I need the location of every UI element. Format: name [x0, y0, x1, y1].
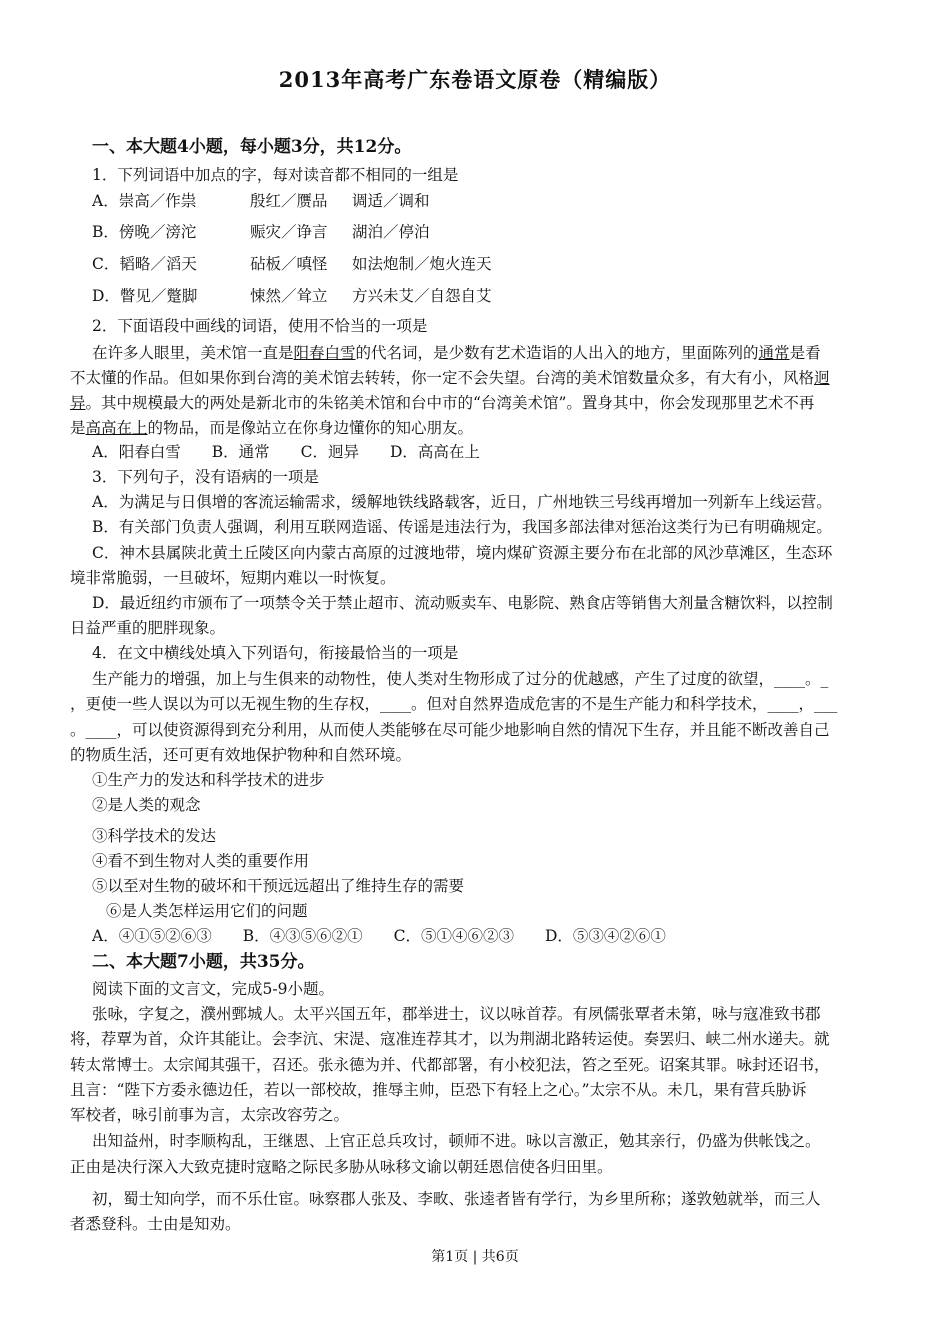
q4-stem: 4．在文中横线处填入下列语句，衔接最恰当的一项是: [92, 644, 459, 662]
q4-passage-line: ，更使一些人误以为可以无视生物的生存权，____。但对自然界造成危害的不是生产能力和科学技术，____，___: [70, 695, 838, 713]
q2-passage-line: 不太懂的作品。但如果你到台湾的美术馆去转转，你一定不会失望。台湾的美术馆数量众多，有大有小，风格迥: [70, 369, 830, 387]
q1-option-a: A．崇高／作祟 殷红／赝品 调适／调和: [92, 192, 430, 210]
passage-line: 初，蜀士知向学，而不乐仕宦。咏察郡人张及、李畋、张逵者皆有学行，为乡里所称；遂敦勉就举，而三人: [92, 1190, 821, 1208]
q4-item: ⑥是人类怎样运用它们的问题: [106, 902, 308, 920]
q4-item: ②是人类的观念: [92, 796, 201, 814]
section2-heading: 二、本大题7小题，共35分。: [92, 952, 315, 972]
passage-line: 军校者，咏引前事为言，太宗改容劳之。: [70, 1106, 350, 1124]
page-title: 2013年高考广东卷语文原卷（精编版）: [278, 67, 672, 92]
q2-passage-line: 是高高在上的物品，而是像站立在你身边懂你的知心朋友。: [70, 419, 474, 437]
q4-passage-line: 的物质生活，还可更有效地保护物种和自然环境。: [70, 746, 412, 764]
section1-heading: 一、本大题4小题，每小题3分，共12分。: [92, 137, 412, 157]
section2-intro: 阅读下面的文言文，完成5-9小题。: [92, 980, 334, 998]
q1-stem: 1．下列词语中加点的字，每对读音都不相同的一组是: [92, 166, 459, 184]
passage-line: 转太常博士。太宗闻其强干，召还。张永德为并、代都部署，有小校犯法，笞之至死。诏案其罪。咏封还诏书，: [70, 1056, 830, 1074]
q2-stem: 2．下面语段中画线的词语，使用不恰当的一项是: [92, 317, 428, 335]
page-footer: 第1页 | 共6页: [431, 1249, 519, 1265]
q4-item: ⑤以至对生物的破坏和干预远远超出了维持生存的需要: [92, 877, 465, 895]
q4-item: ①生产力的发达和科学技术的进步: [92, 771, 325, 789]
q1-option-c: C．韬略／滔天 砧板／嗔怪 如法炮制／炮火连天: [92, 255, 492, 273]
passage-line: 者悉登科。士由是知劝。: [70, 1215, 241, 1233]
passage-line: 正由是决行深入大致克捷时寇略之际民多胁从咏移文谕以朝廷恩信使各归田里。: [70, 1158, 613, 1176]
passage-line: 张咏，字复之，濮州鄄城人。太平兴国五年，郡举进士，议以咏首荐。有夙儒张覃者未第，咏与寇准致书郡: [92, 1005, 821, 1023]
q3-stem: 3．下列句子，没有语病的一项是: [92, 468, 319, 486]
q4-passage-line: 生产能力的增强，加上与生俱来的动物性，使人类对生物形成了过分的优越感，产生了过度的欲望，____。_: [92, 670, 829, 688]
q2-options: A．阳春白雪 B．通常 C．迥异 D．高高在上: [92, 443, 480, 461]
q2-passage-line: 在许多人眼里，美术馆一直是阳春白雪的代名词，是少数有艺术造诣的人出入的地方，里面陈列的通常是看: [92, 344, 821, 362]
q1-option-b: B．傍晚／滂沱 赈灾／诤言 湖泊／停泊: [92, 223, 430, 241]
q4-item: ③科学技术的发达: [92, 827, 217, 845]
q3-option-line: A．为满足与日俱增的客流运输需求，缓解地铁线路载客，近日，广州地铁三号线再增加一列新车上线运营。: [92, 493, 832, 511]
passage-line: 出知益州，时李顺构乱，王继恩、上官正总兵攻讨，顿师不进。咏以言激正，勉其亲行，仍盛为供帐饯之。: [92, 1132, 821, 1150]
q2-passage-line: 异。其中规模最大的两处是新北市的朱铭美术馆和台中市的“台湾美术馆”。置身其中，你会发现那里艺术不再: [70, 394, 815, 412]
q3-option-line: C．神木县属陕北黄土丘陵区向内蒙古高原的过渡地带，境内煤矿资源主要分布在北部的风沙草滩区，生态环: [92, 544, 833, 562]
q3-option-line: B．有关部门负责人强调，利用互联网造谣、传谣是违法行为，我国多部法律对惩治这类行为已有明确规定。: [92, 518, 832, 536]
q3-option-line: 日益严重的肥胖现象。: [70, 619, 226, 637]
q4-passage-line: 。____，可以使资源得到充分利用，从而使人类能够在尽可能少地影响自然的情况下生存，并且能不断改善自己: [70, 721, 830, 739]
q3-option-line: D．最近纽约市颁布了一项禁令关于禁止超市、流动贩卖车、电影院、熟食店等销售大剂量含糖饮料，以控制: [92, 594, 833, 612]
q1-option-d: D．瞥见／蹩脚 悚然／耸立 方兴未艾／自怨自艾: [92, 287, 492, 305]
q3-option-line: 境非常脆弱，一旦破坏，短期内难以一时恢复。: [70, 569, 396, 587]
passage-line: 将，荐覃为首，众许其能让。会李沆、宋湜、寇准连荐其才，以为荆湖北路转运使。奏罢归、峡二州水递夫。就: [70, 1030, 830, 1048]
q4-item: ④看不到生物对人类的重要作用: [92, 852, 310, 870]
passage-line: 且言：“陛下方委永德边任，若以一部校故，推辱主帅，臣恐下有轻上之心。”太宗不从。未几，果有营兵胁诉: [70, 1081, 807, 1099]
q4-options: A．④①⑤②⑥③ B．④③⑤⑥②① C．⑤①④⑥②③ D．⑤③④②⑥①: [92, 927, 666, 945]
